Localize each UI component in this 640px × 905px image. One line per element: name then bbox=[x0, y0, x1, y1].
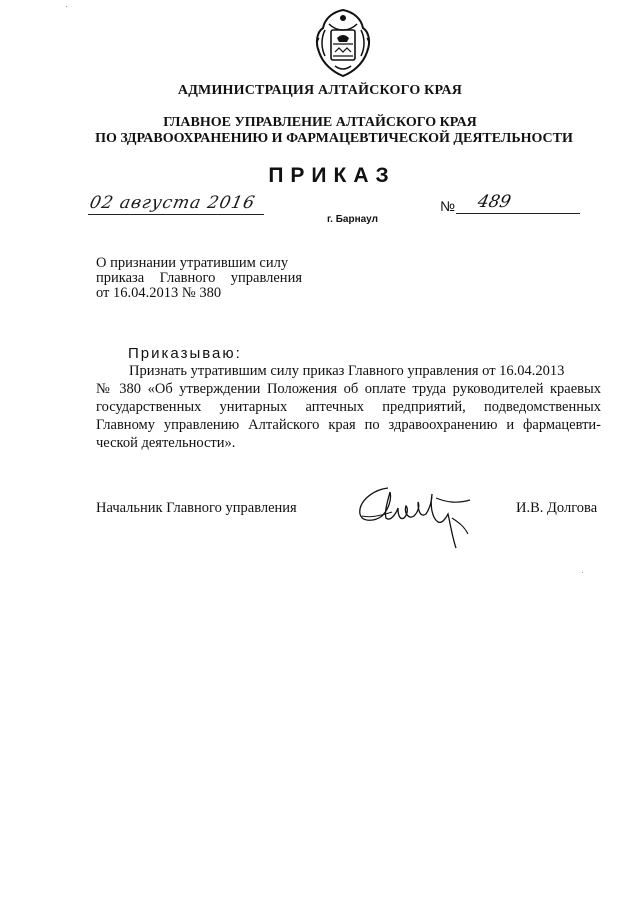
subject-line: от 16.04.2013 № 380 bbox=[96, 285, 222, 301]
document-type-heading: ПРИКАЗ bbox=[268, 164, 396, 187]
department-title-line2: ПО ЗДРАВООХРАНЕНИЮ И ФАРМАЦЕВТИЧЕСКОЙ ДЕЯТЕЛЬНОСТИ bbox=[95, 131, 573, 146]
body-line: ческой деятельности». bbox=[96, 435, 236, 451]
handwritten-date: 02 августа 2016 bbox=[87, 193, 258, 213]
subject-block bbox=[96, 256, 302, 301]
city-label: г. Барнаул bbox=[327, 214, 378, 225]
body-line: № 380 «Об утверждении Положения об оплате труда руководителей краевых bbox=[96, 381, 601, 397]
body-line: Признать утратившим силу приказ Главного управления от 16.04.2013 bbox=[129, 363, 565, 379]
order-body bbox=[96, 362, 601, 452]
scan-speck bbox=[66, 6, 67, 7]
subject-line: приказа Главного управления bbox=[96, 270, 302, 286]
number-label: № bbox=[440, 198, 456, 214]
handwritten-number: 489 bbox=[475, 192, 513, 212]
date-underline bbox=[88, 214, 264, 215]
body-line: Главному управлению Алтайского края по здравоохранению и фармацевти- bbox=[96, 417, 601, 433]
order-intro: Приказываю: bbox=[128, 345, 242, 362]
handwritten-signature-icon bbox=[352, 478, 480, 550]
administration-title: АДМИНИСТРАЦИЯ АЛТАЙСКОГО КРАЯ bbox=[177, 83, 463, 98]
number-underline bbox=[456, 213, 580, 214]
department-title-line1: ГЛАВНОЕ УПРАВЛЕНИЕ АЛТАЙСКОГО КРАЯ bbox=[163, 115, 477, 130]
body-line: государственных унитарных аптечных предприятий, подведомственных bbox=[96, 399, 601, 415]
subject-line: О признании утратившим силу bbox=[96, 255, 289, 271]
signer-name: И.В. Долгова bbox=[516, 500, 598, 516]
signer-position: Начальник Главного управления bbox=[96, 500, 297, 516]
coat-of-arms-icon bbox=[311, 8, 375, 78]
scan-speck bbox=[582, 572, 583, 573]
